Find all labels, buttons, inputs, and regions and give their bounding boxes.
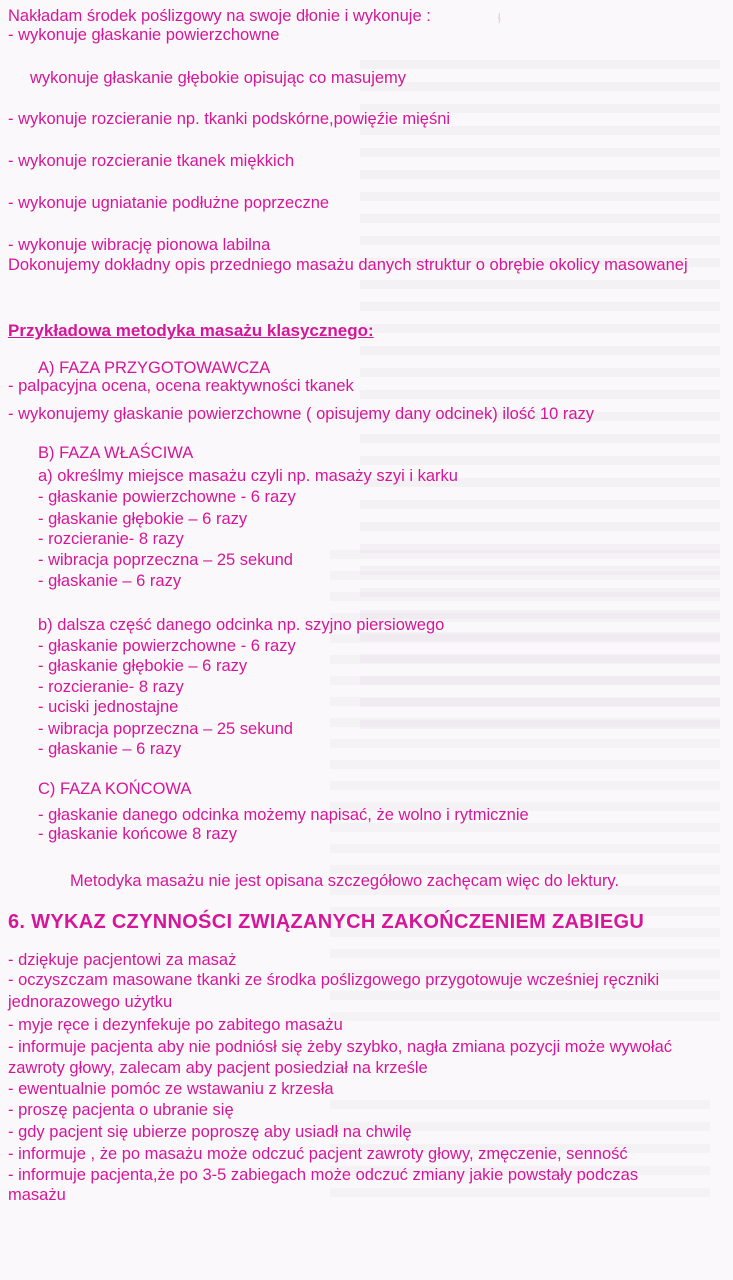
bleed-through-text: ł	[420, 10, 501, 26]
list-item: - wykonuje rozcieranie tkanek miękkich	[8, 152, 295, 170]
phase-heading: B) FAZA WŁAŚCIWA	[38, 444, 194, 462]
list-item: - głaskanie głębokie – 6 razy	[38, 510, 248, 528]
list-item: - głaskanie głębokie – 6 razy	[38, 657, 248, 675]
list-item: - myje ręce i dezynfekuje po zabitego masażu	[8, 1016, 343, 1034]
list-item: - głaskanie powierzchowne - 6 razy	[38, 637, 296, 655]
description-line: Dokonujemy dokładny opis przedniego masażu danych struktur o obrębie okolicy masowanej	[8, 256, 688, 274]
intro-line: Nakładam środek poślizgowy na swoje dłonie i wykonuje :	[8, 7, 431, 25]
list-item: - proszę pacjenta o ubranie się	[8, 1101, 234, 1119]
list-item: - ewentualnie pomóc ze wstawaniu z krzesła	[8, 1080, 334, 1098]
list-item: - głaskanie danego odcinka możemy napisać, że wolno i rytmicznie	[38, 806, 529, 824]
phase-heading: A) FAZA PRZYGOTOWAWCZA	[38, 359, 271, 377]
phase-heading: C) FAZA KOŃCOWA	[38, 780, 192, 798]
list-item: - głaskanie – 6 razy	[38, 740, 182, 758]
list-item: - wykonuje rozcieranie np. tkanki podskórne,powięźie mięśni	[8, 110, 451, 128]
list-item: - wykonuje ugniatanie podłużne poprzeczne	[8, 194, 330, 212]
list-item: - głaskanie końcowe 8 razy	[38, 825, 238, 843]
list-item: - głaskanie – 6 razy	[38, 572, 182, 590]
list-item: - wykonujemy głaskanie powierzchowne ( opisujemy dany odcinek) ilość 10 razy	[8, 405, 595, 423]
list-item: - palpacyjna ocena, ocena reaktywności tkanek	[8, 377, 354, 395]
list-item: - informuje pacjenta aby nie podniósł się żeby szybko, nagła zmiana pozycji może wywołać	[8, 1038, 672, 1056]
list-item: - oczyszczam masowane tkanki ze środka poślizgowego przygotowuje wcześniej ręczniki	[8, 971, 660, 989]
chapter-heading: 6. WYKAZ CZYNNOŚCI ZWIĄZANYCH ZAKOŃCZENIEM ZABIEGU	[8, 911, 645, 933]
list-item: - informuje , że po masażu może odczuć pacjent zawroty głowy, zmęczenie, senność	[8, 1145, 628, 1163]
list-item-continued: zawroty głowy, zalecam aby pacjent posiedział na krześle	[8, 1059, 428, 1077]
list-item: - dziękuje pacjentowi za masaż	[8, 951, 237, 969]
sub-heading: b) dalsza część danego odcinka np. szyjno piersiowego	[38, 616, 445, 634]
list-item: - gdy pacjent się ubierze poproszę aby usiadł na chwilę	[8, 1123, 412, 1141]
list-item: - informuje pacjenta,że po 3-5 zabiegach może odczuć zmiany jakie powstały podczas	[8, 1166, 639, 1184]
list-item: - uciski jednostajne	[38, 698, 179, 716]
list-item: - rozcieranie- 8 razy	[38, 530, 184, 548]
list-item: - wykonuje wibrację pionowa labilna	[8, 236, 271, 254]
list-item: wykonuje głaskanie głębokie opisując co masujemy	[30, 69, 407, 87]
list-item: - wibracja poprzeczna – 25 sekund	[38, 551, 293, 569]
section-heading: Przykładowa metodyka masażu klasycznego:	[8, 321, 374, 340]
note-line: Metodyka masażu nie jest opisana szczegółowo zachęcam więc do lektury.	[70, 872, 620, 890]
list-item: - wibracja poprzeczna – 25 sekund	[38, 720, 293, 738]
list-item: - wykonuje głaskanie powierzchowne	[8, 26, 280, 44]
list-item: - rozcieranie- 8 razy	[38, 678, 184, 696]
list-item-continued: jednorazowego użytku	[8, 993, 173, 1011]
sub-heading: a) określmy miejsce masażu czyli np. masaży szyi i karku	[38, 467, 458, 485]
list-item: - głaskanie powierzchowne - 6 razy	[38, 488, 296, 506]
list-item-continued: masażu	[8, 1186, 66, 1204]
